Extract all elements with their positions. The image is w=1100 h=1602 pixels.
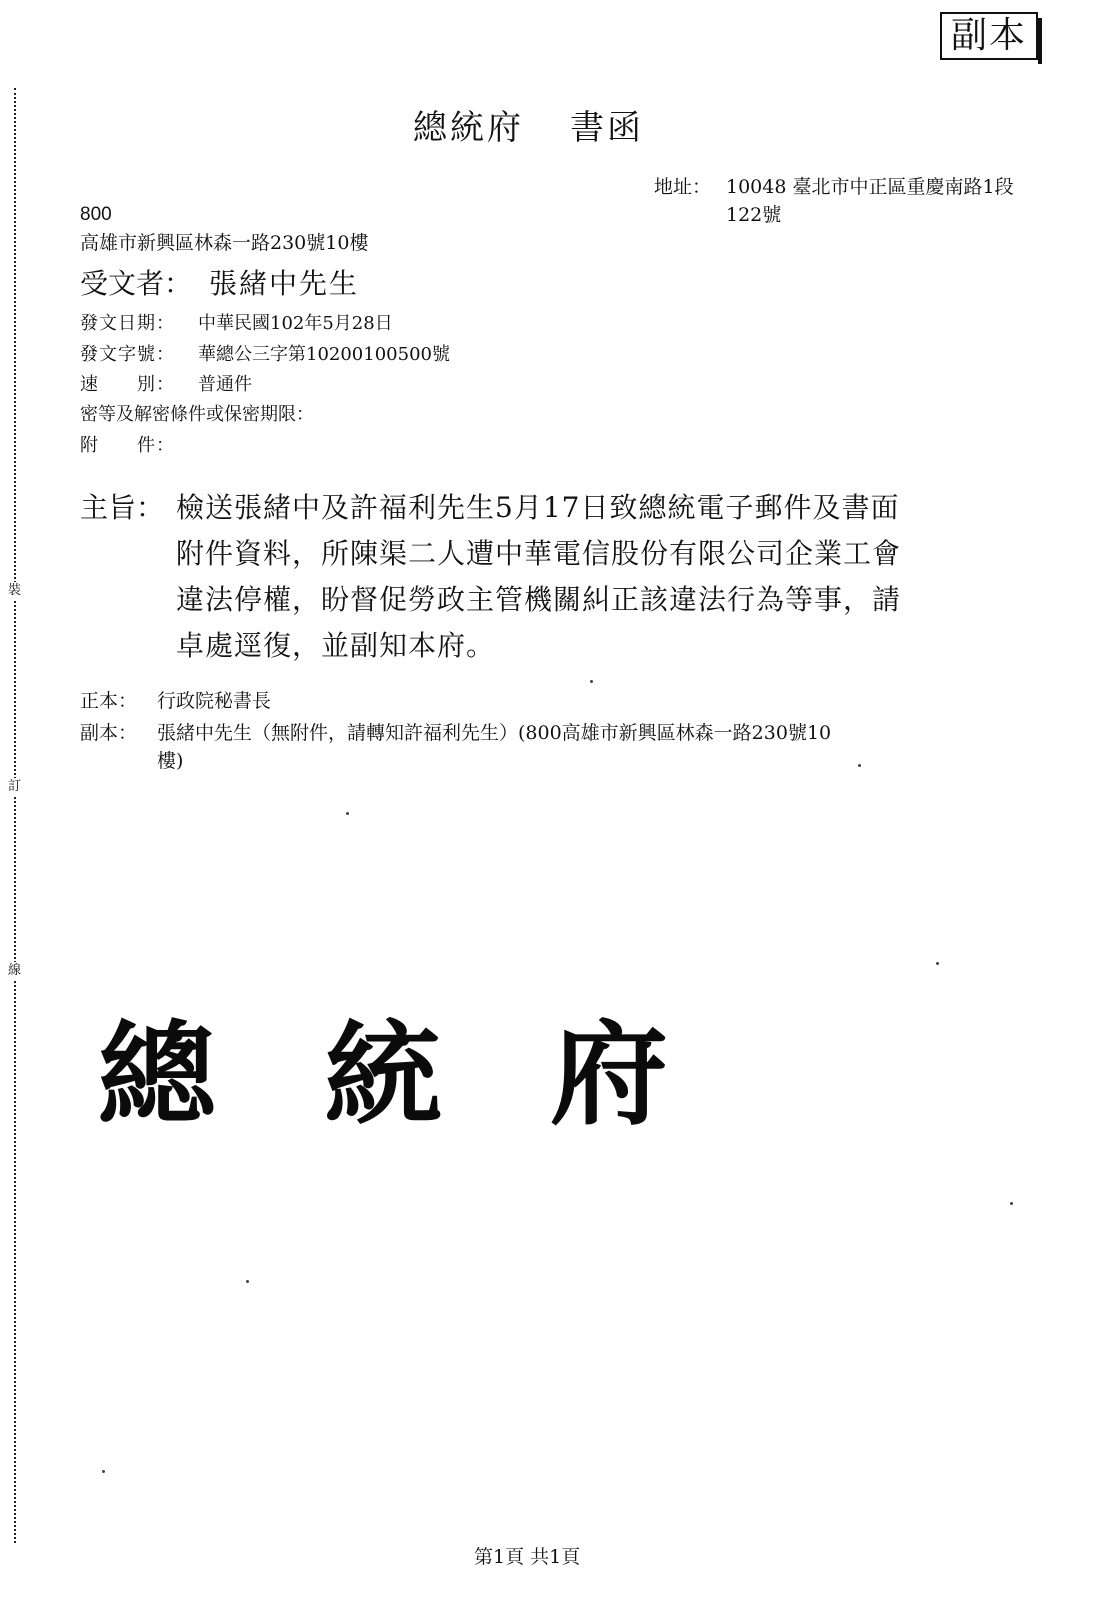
sender-address-line2: 122號: [726, 204, 782, 226]
number-label: 發文字號：: [80, 344, 175, 365]
original-recipient-label: 正本：: [80, 690, 138, 712]
date-label: 發文日期：: [80, 313, 175, 334]
page-footer: 第1頁 共1頁: [474, 1546, 581, 1568]
document-title: [413, 100, 644, 149]
copy-recipient-value-line1: 張緒中先生（無附件，請轉知許福利先生）(800高雄市新興區林森一路230號10: [157, 722, 832, 744]
copy-recipient-label: 副本：: [80, 722, 138, 744]
original-recipient-value: 行政院秘書長: [157, 690, 272, 712]
meta-secrecy-row: [80, 400, 314, 426]
presidential-office-seal: [98, 984, 776, 1146]
recipient-name: 張緒中先生: [209, 267, 360, 300]
scan-speck: [858, 764, 861, 767]
title-org: 總統府: [413, 108, 524, 148]
copy-stamp: 副本: [940, 12, 1038, 60]
binding-char-xian: 線: [8, 963, 22, 978]
recipient-address: 高雄市新興區林森一路230號10樓: [80, 232, 369, 254]
binding-char-zhuang: 裝: [8, 583, 22, 598]
subject-line-3: 違法停權，盼督促勞政主管機關糾正該違法行為等事，請: [176, 583, 902, 616]
meta-date-row: [80, 309, 393, 335]
scan-speck: [102, 1470, 105, 1473]
scan-speck: [346, 812, 349, 815]
speed-value: 普通件: [198, 374, 252, 395]
meta-speed-row: [80, 370, 252, 396]
sender-address-line1: 10048 臺北市中正區重慶南路1段: [726, 176, 1014, 198]
recipient-label: 受文者：: [80, 267, 193, 300]
copy-recipient-value-line2: 樓): [157, 750, 184, 772]
binding-margin-line: [14, 88, 16, 1543]
meta-attachment-row: [80, 431, 198, 457]
seal-char-2: 統: [324, 1008, 443, 1141]
secrecy-label: 密等及解密條件或保密期限：: [80, 404, 314, 425]
scan-speck: [936, 962, 939, 965]
scan-speck: [590, 680, 593, 683]
attachment-label: 附 件：: [80, 435, 175, 456]
subject-line-2: 附件資料，所陳渠二人遭中華電信股份有限公司企業工會: [176, 537, 902, 570]
scan-speck: [1010, 1202, 1013, 1205]
number-value: 華總公三字第10200100500號: [198, 344, 450, 365]
scan-speck: [246, 1280, 249, 1283]
subject-line-1: 檢送張緒中及許福利先生5月17日致總統電子郵件及書面: [176, 491, 900, 524]
date-value: 中華民國102年5月28日: [198, 313, 393, 334]
seal-char-1: 總: [98, 1008, 217, 1141]
subject-line-4: 卓處逕復，並副知本府。: [176, 629, 496, 662]
seal-char-3: 府: [550, 1008, 669, 1141]
speed-label: 速 別：: [80, 374, 175, 395]
subject-label: 主旨：: [80, 491, 165, 524]
title-type: 書函: [570, 108, 644, 148]
sender-address-label: 地址：: [654, 176, 712, 198]
binding-char-ding: 訂: [8, 779, 22, 794]
recipient-postal-code: 800: [80, 204, 112, 225]
meta-number-row: [80, 340, 450, 366]
